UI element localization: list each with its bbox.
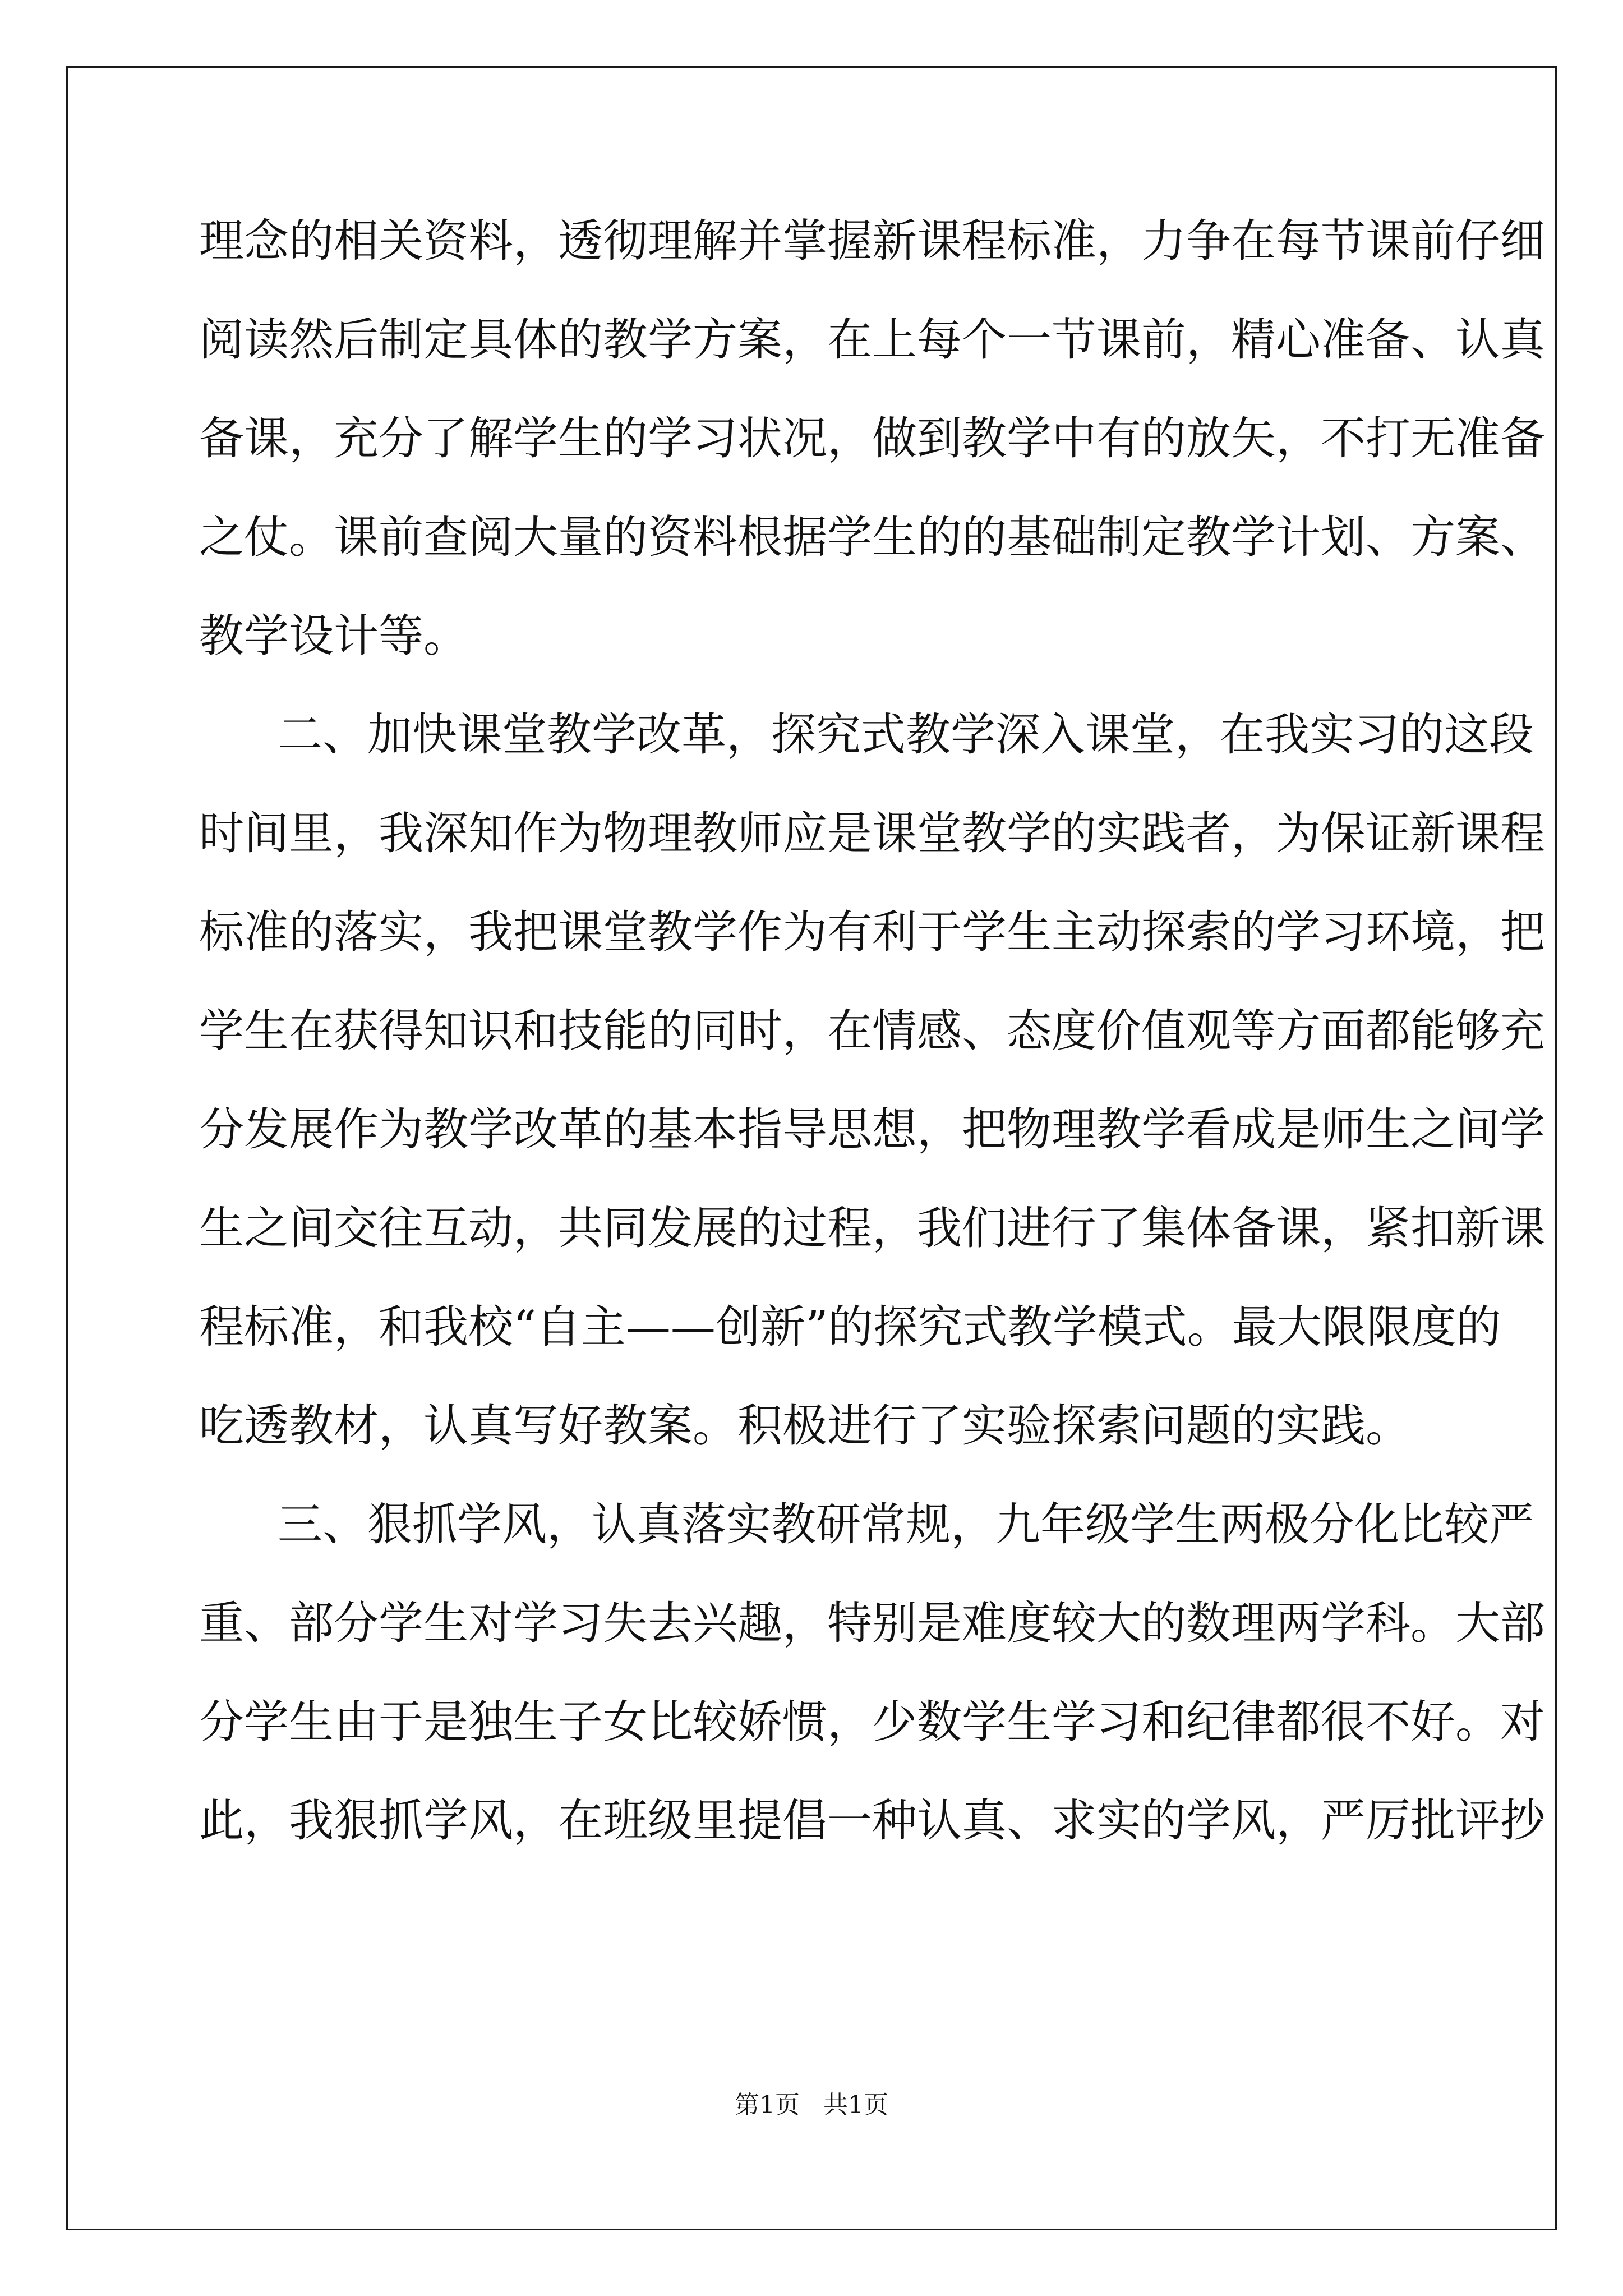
text-line-11: 生之间交往互动，共同发展的过程，我们进行了集体备课，紧扣新课	[199, 1202, 1545, 1254]
text-line-4: 之仗。课前查阅大量的资料根据学生的的基础制定教学计划、方案、	[199, 511, 1545, 563]
text-line-1: 理念的相关资料，透彻理解并掌握新课程标准，力争在每节课前仔细	[199, 215, 1545, 267]
text-line-3: 备课，充分了解学生的学习状况，做到教学中有的放矢，不打无准备	[199, 412, 1545, 464]
text-line-12: 程标准，和我校“自主——创新”的探究式教学模式。最大限限度的	[199, 1301, 1501, 1353]
text-line-7: 时间里，我深知作为物理教师应是课堂教学的实践者，为保证新课程	[199, 807, 1545, 859]
paragraph-3-first-line: 三、狠抓学风，认真落实教研常规，九年级学生两极分化比较严	[278, 1498, 1534, 1550]
page-footer: 第1页 共1页	[735, 2091, 888, 2119]
text-line-15: 重、部分学生对学习失去兴趣，特别是难度较大的数理两学科。大部	[199, 1597, 1545, 1649]
text-line-2: 阅读然后制定具体的教学方案，在上每个一节课前，精心准备、认真	[199, 314, 1545, 366]
text-line-17: 此，我狠抓学风，在班级里提倡一种认真、求实的学风，严厉批评抄	[199, 1795, 1545, 1847]
text-line-5: 教学设计等。	[199, 610, 468, 662]
text-line-16: 分学生由于是独生子女比较娇惯，少数学生学习和纪律都很不好。对	[199, 1696, 1545, 1748]
paragraph-2-first-line: 二、加快课堂教学改革，探究式教学深入课堂，在我实习的这段	[278, 708, 1534, 761]
text-line-8: 标准的落实，我把课堂教学作为有利于学生主动探索的学习环境，把	[199, 906, 1545, 958]
text-line-13: 吃透教材，认真写好教案。积极进行了实验探索问题的实践。	[199, 1400, 1410, 1452]
text-line-10: 分发展作为教学改革的基本指导思想，把物理教学看成是师生之间学	[199, 1103, 1545, 1156]
text-line-9: 学生在获得知识和技能的同时，在情感、态度价值观等方面都能够充	[199, 1005, 1545, 1057]
